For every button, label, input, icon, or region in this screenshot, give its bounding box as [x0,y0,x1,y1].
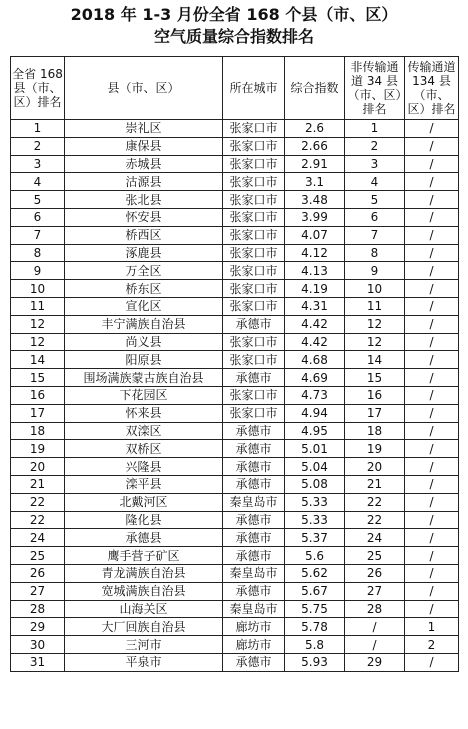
cell-rank-non34: 20 [345,458,405,476]
cell-index: 4.19 [285,280,345,298]
cell-county: 平泉市 [65,653,223,671]
cell-county: 围场满族蒙古族自治县 [65,369,223,387]
table-row [11,315,459,333]
cell-rank-trans134: / [405,404,459,422]
cell-rank: 17 [11,404,65,422]
cell-index: 5.33 [285,493,345,511]
cell-county: 青龙满族自治县 [65,564,223,582]
cell-county: 双滦区 [65,422,223,440]
cell-county: 滦平县 [65,475,223,493]
cell-rank-trans134: / [405,564,459,582]
cell-index: 5.67 [285,582,345,600]
cell-rank-trans134: / [405,582,459,600]
cell-rank-non34: 25 [345,547,405,565]
cell-rank: 31 [11,653,65,671]
cell-rank-non34: 7 [345,226,405,244]
cell-index: 4.42 [285,333,345,351]
cell-rank-non34: / [345,636,405,654]
cell-city: 张家口市 [223,297,285,315]
cell-city: 秦皇岛市 [223,600,285,618]
cell-rank-trans134: / [405,280,459,298]
table-row [11,208,459,226]
cell-rank-non34: 24 [345,529,405,547]
cell-rank-trans134: / [405,511,459,529]
table-row [11,386,459,404]
cell-rank: 21 [11,475,65,493]
cell-rank-non34: 10 [345,280,405,298]
cell-rank-trans134: / [405,244,459,262]
table-row [11,422,459,440]
cell-rank: 27 [11,582,65,600]
table-row [11,529,459,547]
cell-rank-non34: 12 [345,315,405,333]
cell-county: 兴隆县 [65,458,223,476]
cell-county: 康保县 [65,137,223,155]
cell-city: 廊坊市 [223,618,285,636]
cell-rank: 9 [11,262,65,280]
cell-rank: 25 [11,547,65,565]
cell-rank: 16 [11,386,65,404]
cell-rank-non34: 18 [345,422,405,440]
cell-rank: 26 [11,564,65,582]
cell-rank: 12 [11,333,65,351]
cell-index: 4.07 [285,226,345,244]
cell-city: 张家口市 [223,333,285,351]
cell-rank-non34: 28 [345,600,405,618]
cell-index: 5.04 [285,458,345,476]
cell-rank-non34: 19 [345,440,405,458]
cell-rank-trans134: / [405,653,459,671]
cell-city: 张家口市 [223,226,285,244]
cell-rank-non34: 15 [345,369,405,387]
cell-city: 承德市 [223,653,285,671]
cell-county: 宣化区 [65,297,223,315]
cell-rank-non34: 9 [345,262,405,280]
cell-city: 张家口市 [223,208,285,226]
cell-city: 张家口市 [223,280,285,298]
header-rank-168: 全省 168 县（市、区）排名 [11,57,65,120]
cell-county: 承德县 [65,529,223,547]
cell-rank: 3 [11,155,65,173]
cell-index: 5.93 [285,653,345,671]
cell-index: 5.33 [285,511,345,529]
cell-rank-trans134: / [405,529,459,547]
cell-rank-trans134: 2 [405,636,459,654]
cell-rank-trans134: / [405,173,459,191]
cell-city: 张家口市 [223,173,285,191]
cell-rank-non34: 22 [345,493,405,511]
cell-county: 下花园区 [65,386,223,404]
document-title-line1: 2018 年 1-3 月份全省 168 个县（市、区） [70,5,398,24]
cell-city: 张家口市 [223,386,285,404]
cell-city: 张家口市 [223,120,285,138]
table-row [11,262,459,280]
document-title-line2: 空气质量综合指数排名 [153,27,314,46]
cell-county: 沽源县 [65,173,223,191]
table-row [11,564,459,582]
cell-rank-non34: 1 [345,120,405,138]
header-rank-trans134: 传输通道 134 县（市、区）排名 [405,57,459,120]
table-row [11,297,459,315]
table-body [11,120,459,672]
table-row [11,600,459,618]
cell-county: 北戴河区 [65,493,223,511]
table-row [11,173,459,191]
cell-rank: 22 [11,493,65,511]
table-row [11,280,459,298]
cell-rank: 28 [11,600,65,618]
cell-index: 4.12 [285,244,345,262]
cell-index: 4.31 [285,297,345,315]
table-row [11,351,459,369]
table-row [11,475,459,493]
table-row [11,511,459,529]
cell-city: 张家口市 [223,137,285,155]
table-row [11,226,459,244]
cell-rank-trans134: / [405,493,459,511]
cell-city: 承德市 [223,369,285,387]
cell-rank-trans134: / [405,315,459,333]
cell-rank-trans134: / [405,440,459,458]
cell-city: 张家口市 [223,404,285,422]
cell-rank-trans134: 1 [405,618,459,636]
cell-index: 3.99 [285,208,345,226]
cell-rank-non34: 16 [345,386,405,404]
cell-rank-trans134: / [405,226,459,244]
cell-rank-non34: 26 [345,564,405,582]
cell-city: 承德市 [223,440,285,458]
cell-rank-non34: 29 [345,653,405,671]
cell-rank: 4 [11,173,65,191]
cell-index: 2.66 [285,137,345,155]
cell-county: 三河市 [65,636,223,654]
cell-rank-non34: 2 [345,137,405,155]
cell-index: 5.37 [285,529,345,547]
cell-county: 赤城县 [65,155,223,173]
cell-rank-non34: 11 [345,297,405,315]
cell-county: 万全区 [65,262,223,280]
cell-index: 2.91 [285,155,345,173]
cell-rank-trans134: / [405,191,459,209]
cell-rank-non34: 17 [345,404,405,422]
cell-rank: 14 [11,351,65,369]
cell-index: 3.1 [285,173,345,191]
table-row [11,636,459,654]
cell-rank-non34: / [345,618,405,636]
cell-index: 5.62 [285,564,345,582]
cell-city: 承德市 [223,315,285,333]
cell-rank-non34: 27 [345,582,405,600]
cell-city: 张家口市 [223,262,285,280]
cell-rank-trans134: / [405,369,459,387]
cell-city: 廊坊市 [223,636,285,654]
table-row [11,582,459,600]
cell-rank: 22 [11,511,65,529]
table-row [11,155,459,173]
table-row [11,244,459,262]
cell-rank: 20 [11,458,65,476]
cell-city: 承德市 [223,582,285,600]
cell-rank-trans134: / [405,297,459,315]
header-index: 综合指数 [285,57,345,120]
cell-county: 阳原县 [65,351,223,369]
cell-city: 承德市 [223,547,285,565]
cell-rank: 29 [11,618,65,636]
cell-index: 5.8 [285,636,345,654]
cell-city: 秦皇岛市 [223,493,285,511]
table-row [11,191,459,209]
cell-city: 承德市 [223,529,285,547]
cell-rank-trans134: / [405,155,459,173]
cell-index: 4.73 [285,386,345,404]
cell-rank: 10 [11,280,65,298]
table-row [11,458,459,476]
cell-index: 4.69 [285,369,345,387]
cell-index: 2.6 [285,120,345,138]
table-row [11,137,459,155]
cell-rank: 12 [11,315,65,333]
cell-rank: 5 [11,191,65,209]
cell-rank: 7 [11,226,65,244]
cell-city: 张家口市 [223,244,285,262]
cell-rank-non34: 8 [345,244,405,262]
cell-rank-non34: 12 [345,333,405,351]
cell-city: 承德市 [223,422,285,440]
cell-city: 张家口市 [223,155,285,173]
cell-rank-trans134: / [405,475,459,493]
cell-city: 承德市 [223,511,285,529]
cell-county: 山海关区 [65,600,223,618]
table-row [11,618,459,636]
cell-index: 5.01 [285,440,345,458]
cell-index: 4.95 [285,422,345,440]
cell-rank: 18 [11,422,65,440]
cell-rank: 2 [11,137,65,155]
cell-rank: 1 [11,120,65,138]
table-row [11,547,459,565]
cell-rank-trans134: / [405,351,459,369]
cell-index: 4.13 [285,262,345,280]
cell-rank-non34: 4 [345,173,405,191]
cell-city: 张家口市 [223,351,285,369]
cell-city: 承德市 [223,458,285,476]
cell-county: 隆化县 [65,511,223,529]
cell-county: 双桥区 [65,440,223,458]
cell-rank-non34: 22 [345,511,405,529]
cell-rank: 11 [11,297,65,315]
table-row [11,120,459,138]
cell-county: 尚义县 [65,333,223,351]
table-header-row [11,57,459,120]
cell-rank-trans134: / [405,208,459,226]
cell-county: 鹰手营子矿区 [65,547,223,565]
cell-rank: 19 [11,440,65,458]
header-city: 所在城市 [223,57,285,120]
cell-rank: 15 [11,369,65,387]
cell-county: 张北县 [65,191,223,209]
cell-rank-trans134: / [405,600,459,618]
cell-rank-trans134: / [405,547,459,565]
cell-county: 怀安县 [65,208,223,226]
cell-rank-trans134: / [405,333,459,351]
cell-rank: 8 [11,244,65,262]
cell-county: 涿鹿县 [65,244,223,262]
cell-rank-trans134: / [405,422,459,440]
cell-index: 5.08 [285,475,345,493]
table-row [11,369,459,387]
cell-city: 承德市 [223,475,285,493]
cell-index: 4.94 [285,404,345,422]
cell-county: 宽城满族自治县 [65,582,223,600]
table-row [11,404,459,422]
cell-rank-non34: 3 [345,155,405,173]
cell-county: 怀来县 [65,404,223,422]
cell-county: 大厂回族自治县 [65,618,223,636]
cell-city: 张家口市 [223,191,285,209]
cell-county: 丰宁满族自治县 [65,315,223,333]
table-row [11,333,459,351]
cell-rank-non34: 6 [345,208,405,226]
ranking-table [10,56,459,672]
table-row [11,653,459,671]
cell-county: 桥西区 [65,226,223,244]
cell-rank-non34: 21 [345,475,405,493]
cell-rank-trans134: / [405,120,459,138]
cell-index: 5.78 [285,618,345,636]
cell-rank: 6 [11,208,65,226]
cell-city: 秦皇岛市 [223,564,285,582]
cell-rank-trans134: / [405,458,459,476]
cell-index: 3.48 [285,191,345,209]
cell-rank-non34: 14 [345,351,405,369]
table-row [11,493,459,511]
table-row [11,440,459,458]
cell-index: 5.75 [285,600,345,618]
cell-rank: 24 [11,529,65,547]
cell-rank-trans134: / [405,386,459,404]
cell-index: 4.68 [285,351,345,369]
cell-index: 4.42 [285,315,345,333]
header-rank-non34: 非传输通道 34 县（市、区）排名 [345,57,405,120]
cell-rank-trans134: / [405,137,459,155]
cell-index: 5.6 [285,547,345,565]
cell-rank: 30 [11,636,65,654]
cell-county: 崇礼区 [65,120,223,138]
header-county: 县（市、区） [65,57,223,120]
cell-rank-trans134: / [405,262,459,280]
cell-rank-non34: 5 [345,191,405,209]
cell-county: 桥东区 [65,280,223,298]
